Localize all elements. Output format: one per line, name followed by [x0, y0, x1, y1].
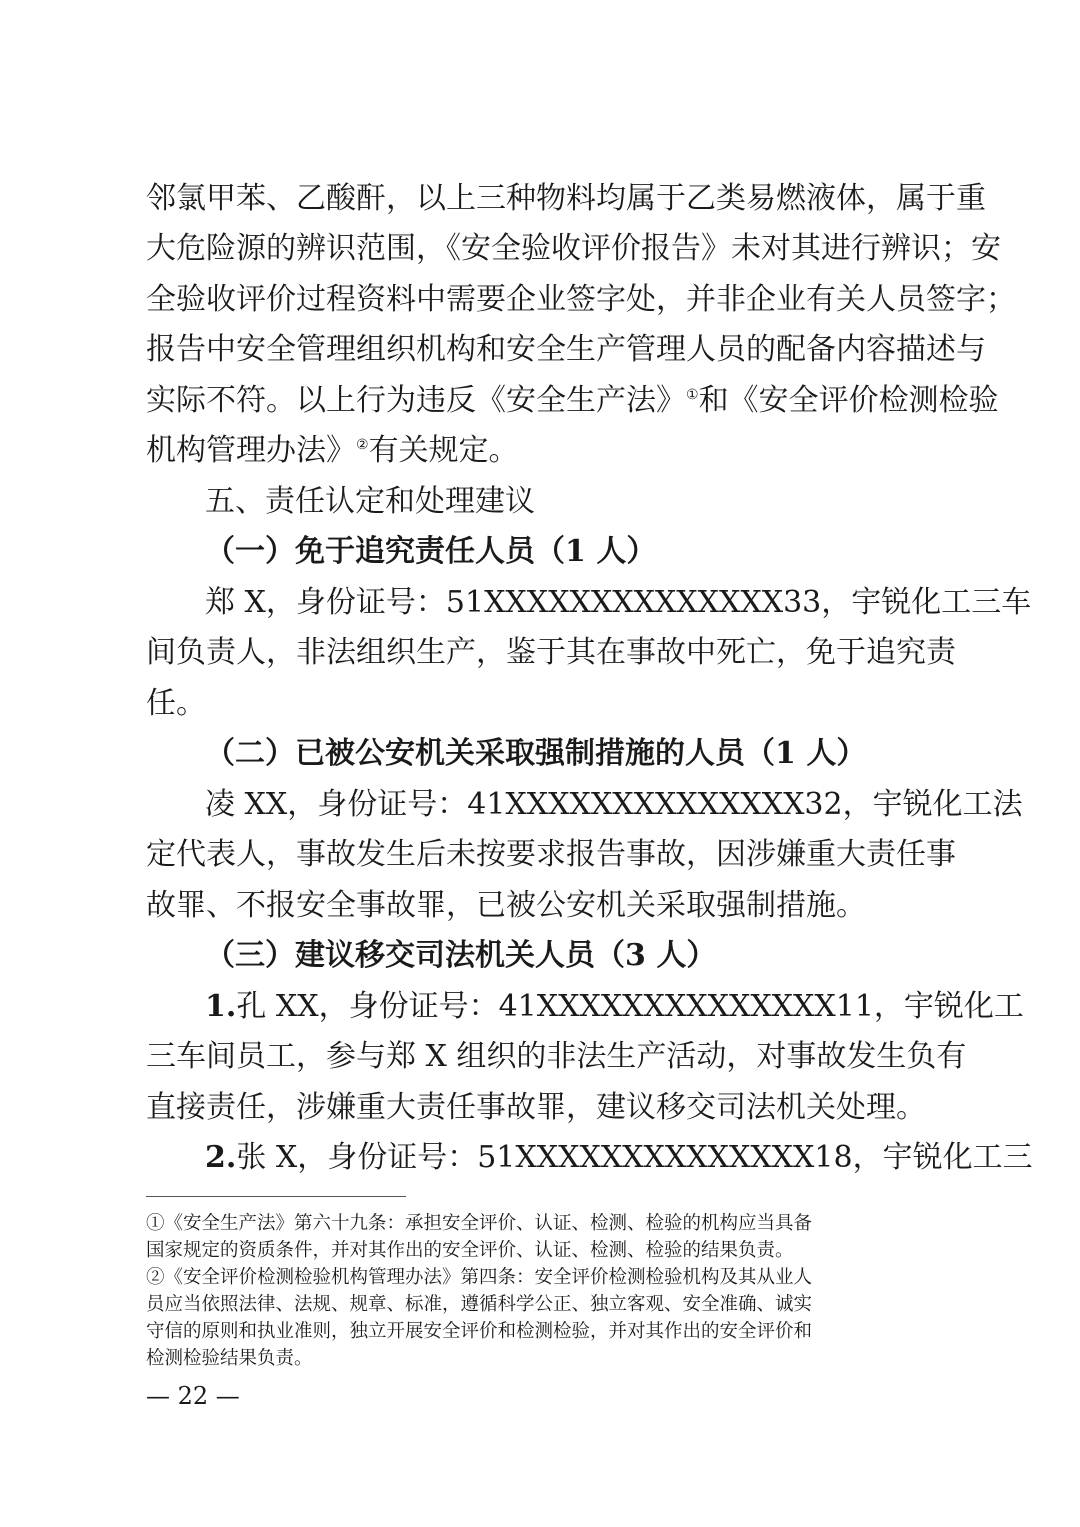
subsection-2-title: （二）已被公安机关采取强制措施的人员（1 人） [205, 736, 867, 771]
para-3-line-1 [205, 987, 1024, 1027]
para-4-line-1-text: 张 X，身份证号：51XXXXXXXXXXXXXX18，宇锐化工三 [236, 1140, 1033, 1175]
footnote-ref-2: ② [356, 437, 369, 453]
body-line-5-text-b: 和《安全评价检测检验 [698, 383, 999, 418]
para-2-line-1: 凌 XX，身份证号：41XXXXXXXXXXXXXX32，宇锐化工法 [205, 787, 1023, 822]
para-3-line-2: 三车间员工，参与郑 X 组织的非法生产活动，对事故发生负有 [146, 1039, 967, 1074]
para-1-line-2: 间负责人，非法组织生产，鉴于其在事故中死亡，免于追究责 [146, 635, 956, 670]
para-3-line-3: 直接责任，涉嫌重大责任事故罪，建议移交司法机关处理。 [146, 1090, 926, 1125]
para-2-line-3: 故罪、不报安全事故罪，已被公安机关采取强制措施。 [146, 888, 866, 923]
footnote-separator [146, 1196, 406, 1197]
footnote-2-line-3: 守信的原则和执业准则，独立开展安全评价和检测检验，并对其作出的安全评价和 [146, 1321, 813, 1342]
body-line-6-text-b: 有关规定。 [368, 433, 519, 468]
body-line-1: 邻氯甲苯、乙酸酐，以上三种物料均属于乙类易燃液体，属于重 [146, 181, 986, 216]
body-line-6-text-a: 机构管理办法》 [146, 433, 356, 468]
body-line-5 [146, 381, 999, 421]
body-line-6 [146, 431, 519, 471]
footnote-2-line-4: 检测检验结果负责。 [146, 1348, 313, 1369]
body-line-3: 全验收评价过程资料中需要企业签字处，并非企业有关人员签字； [146, 282, 1016, 317]
para-3-line-1-text: 孔 XX，身份证号：41XXXXXXXXXXXXXX11，宇锐化工 [236, 989, 1024, 1024]
footnote-2-line-1: ②《安全评价检测检验机构管理办法》第四条：安全评价检测检验机构及其从业人 [146, 1267, 813, 1288]
page-number: — 22 — [146, 1382, 240, 1410]
body-line-4: 报告中安全管理组织机构和安全生产管理人员的配备内容描述与 [146, 332, 986, 367]
subsection-1-title: （一）免于追究责任人员（1 人） [205, 534, 657, 569]
section-title: 五、责任认定和处理建议 [205, 484, 535, 519]
para-4-line-1 [205, 1138, 1033, 1178]
footnote-1-line-2: 国家规定的资质条件，并对其作出的安全评价、认证、检测、检验的结果负责。 [146, 1240, 794, 1261]
body-line-2: 大危险源的辨识范围，《安全验收评价报告》未对其进行辨识；安 [146, 231, 1001, 266]
body-line-5-text-a: 实际不符。以上行为违反《安全生产法》 [146, 383, 686, 418]
item-number-1: 1. [205, 989, 237, 1024]
para-1-line-1: 郑 X，身份证号：51XXXXXXXXXXXXXX33，宇锐化工三车 [205, 585, 1032, 620]
footnote-2-line-2: 员应当依照法律、法规、规章、标准，遵循科学公正、独立客观、安全准确、诚实 [146, 1294, 813, 1315]
subsection-3-title: （三）建议移交司法机关人员（3 人） [205, 938, 717, 973]
footnote-ref-1: ① [686, 387, 699, 403]
item-number-2: 2. [205, 1140, 237, 1175]
footnote-1-line-1: ①《安全生产法》第六十九条：承担安全评价、认证、检测、检验的机构应当具备 [146, 1213, 813, 1234]
para-2-line-2: 定代表人，事故发生后未按要求报告事故，因涉嫌重大责任事 [146, 837, 956, 872]
para-1-line-3: 任。 [146, 686, 206, 721]
